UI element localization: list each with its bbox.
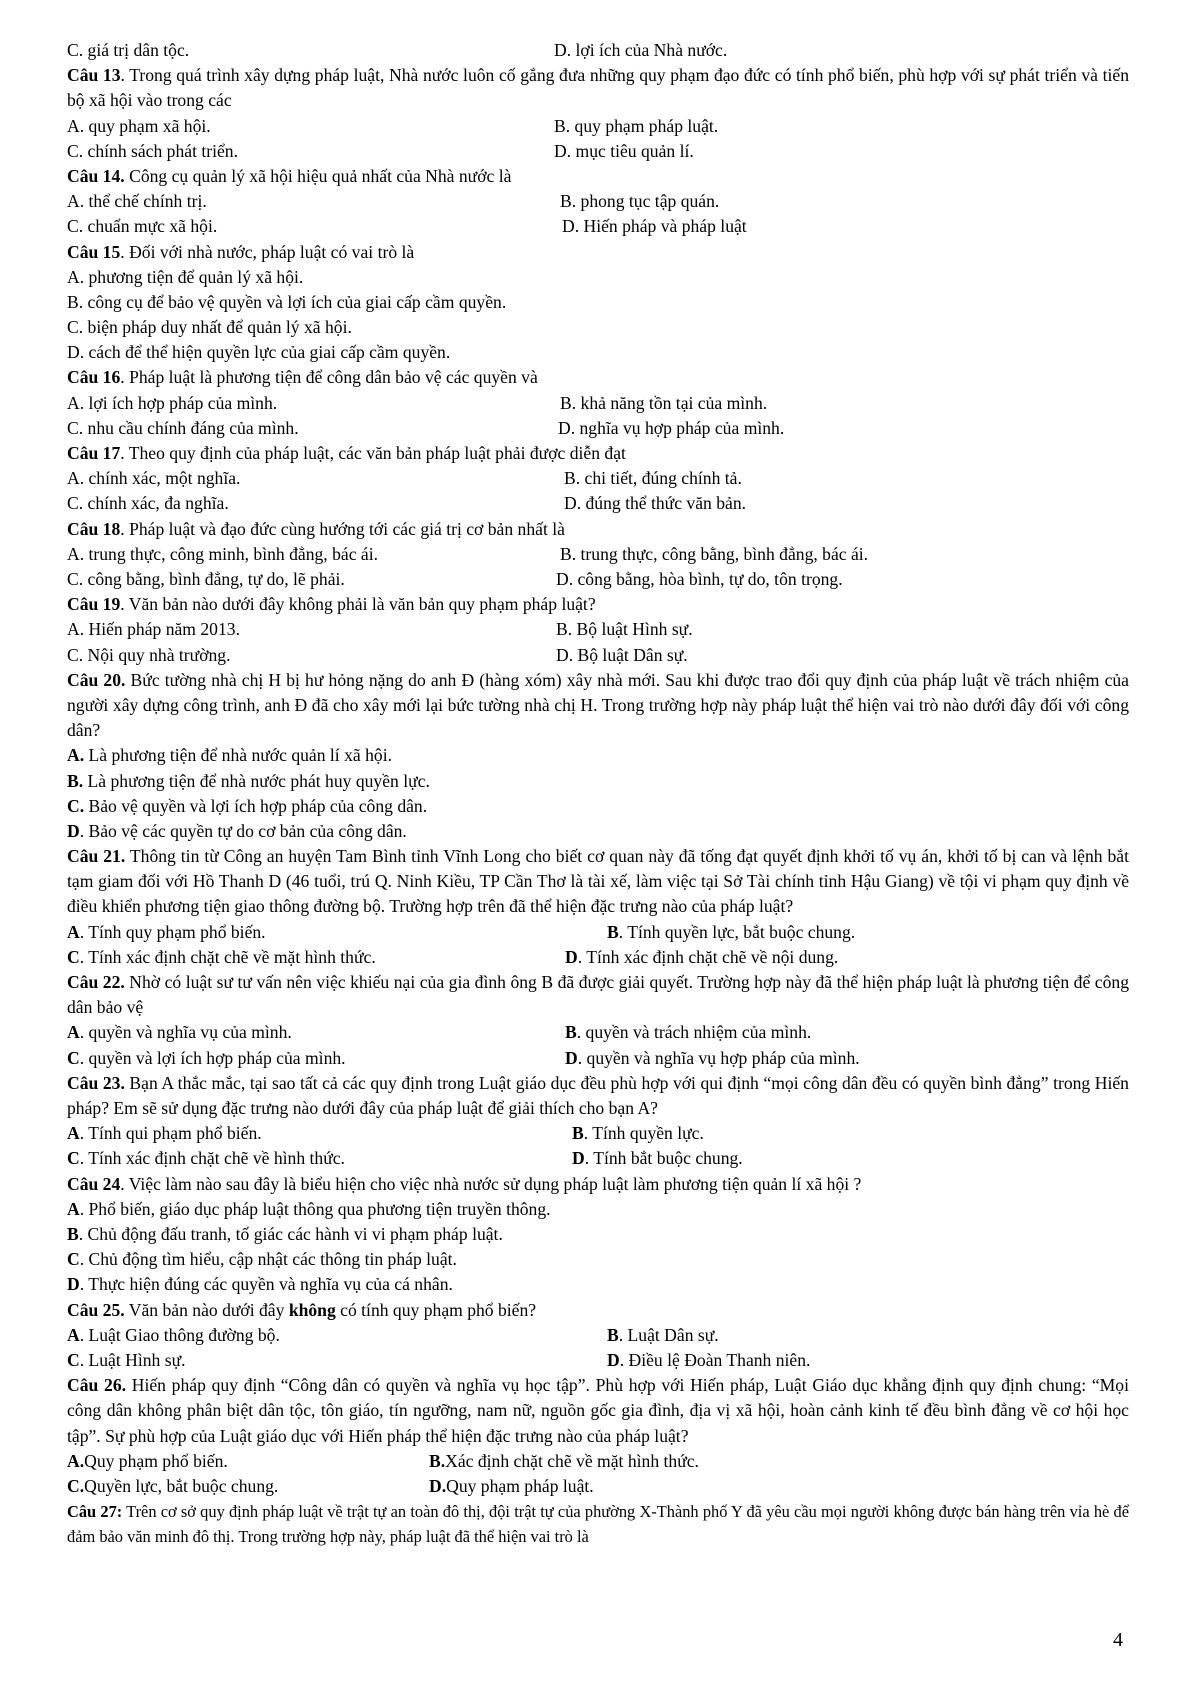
- option-b: B. khả năng tồn tại của mình.: [560, 392, 768, 413]
- options-row: [67, 1046, 1129, 1071]
- option-b: B. công cụ để bảo vệ quyền và lợi ích của giai cấp cầm quyền.: [67, 291, 507, 312]
- option-d: [565, 1046, 860, 1071]
- option-letter: B: [572, 1123, 584, 1144]
- options-row: [67, 214, 1129, 239]
- option-a: [67, 1020, 565, 1045]
- option-c: C. nhu cầu chính đáng của mình.: [67, 417, 299, 438]
- option-letter: C: [67, 1047, 80, 1068]
- option-letter: C: [67, 1148, 80, 1169]
- question-27: [67, 1499, 1129, 1549]
- option-text: . Chủ động tìm hiểu, cập nhật các thông tin pháp luật.: [79, 1249, 457, 1270]
- option-b: [565, 1020, 811, 1045]
- option-d: [67, 819, 1129, 844]
- option-text: . quyền và lợi ích hợp pháp của mình.: [79, 1047, 346, 1068]
- option-a: A. Hiến pháp năm 2013.: [67, 619, 240, 640]
- option-letter: A: [67, 1123, 80, 1144]
- option-text: . Chủ động đấu tranh, tố giác các hành vi vi phạm pháp luật.: [78, 1224, 503, 1244]
- question-number: Câu 27:: [67, 1502, 123, 1522]
- option-letter: B: [607, 921, 619, 942]
- page-number: 4: [1113, 1629, 1123, 1651]
- option-letter: A.: [67, 1450, 85, 1471]
- option-letter: A.: [67, 745, 85, 766]
- option-text: . Thực hiện đúng các quyền và nghĩa vụ của cá nhân.: [79, 1274, 453, 1295]
- option-text: . Tính quyền lực.: [583, 1123, 704, 1144]
- option-text: . Tính quyền lực, bắt buộc chung.: [618, 921, 856, 942]
- question-number: Câu 13: [67, 65, 121, 86]
- option-b: [67, 1222, 1129, 1247]
- options-row: [67, 617, 1129, 642]
- option-c: C. giá trị dân tộc.: [67, 40, 190, 60]
- options-row: [67, 643, 1129, 668]
- option-letter: A: [67, 1022, 80, 1043]
- option-letter: C.: [67, 1475, 85, 1496]
- option-a: A. trung thực, công minh, bình đẳng, bác ái.: [67, 543, 379, 564]
- option-letter: D: [565, 1047, 578, 1068]
- options-row: [67, 1348, 1129, 1373]
- option-a: [67, 1449, 429, 1474]
- question-number: Câu 22.: [67, 972, 125, 993]
- question-23: [67, 1071, 1129, 1121]
- option-c: [67, 1348, 607, 1373]
- question-text: Thông tin từ Công an huyện Tam Bình tỉnh Vĩnh Long cho biết cơ quan này đã tống đạt quyết định khởi tố vụ án, khởi tố bị can và lệnh bắt tạm giam đối với Hồ Thanh D (46 tuổi, trú Q. Ninh Kiều, TP Cần Thơ là tài xế, làm việc tại Sở Tài chính tỉnh Hậu Giang) về tội vi phạm quy định về điều khiển phương tiện giao thông đường bộ. Trường hợp trên đã thể hiện đặc trưng nào của pháp luật?: [67, 846, 1129, 917]
- option-a: [67, 1323, 607, 1348]
- exam-page: [67, 38, 1129, 1550]
- option-text: . Tính xác định chặt chẽ về mặt hình thức.: [79, 946, 376, 967]
- option-text: . Tính xác định chặt chẽ về hình thức.: [79, 1148, 345, 1169]
- question-emphasis: không: [288, 1299, 336, 1320]
- question-number: Câu 23.: [67, 1072, 125, 1093]
- question-number: Câu 26.: [67, 1375, 127, 1396]
- option-letter: B.: [429, 1450, 446, 1471]
- option-d: [67, 1272, 1129, 1297]
- option-b: B. trung thực, công bằng, bình đẳng, bác ái.: [560, 543, 869, 564]
- question-19: [67, 592, 1129, 617]
- option-a: [67, 743, 1129, 768]
- option-d: D. lợi ích của Nhà nước.: [554, 40, 728, 60]
- option-text: Quy phạm phổ biến.: [84, 1450, 228, 1471]
- option-text: . quyền và nghĩa vụ của mình.: [79, 1022, 292, 1043]
- options-row: [67, 391, 1129, 416]
- option-b: B. quy phạm pháp luật.: [554, 115, 719, 136]
- option-d: D. cách để thể hiện quyền lực của giai cấp cầm quyền.: [67, 342, 451, 363]
- option-a: A. chính xác, một nghĩa.: [67, 468, 241, 489]
- question-number: Câu 25.: [67, 1299, 125, 1320]
- options-row: [67, 139, 1129, 164]
- question-text: Công cụ quản lý xã hội hiệu quả nhất của Nhà nước là: [124, 165, 512, 186]
- option-a: A. phương tiện để quản lý xã hội.: [67, 266, 304, 287]
- question-26: [67, 1373, 1129, 1449]
- options-row: [67, 1323, 1129, 1348]
- question-number: Câu 18: [67, 518, 121, 539]
- options-row: [67, 1121, 1129, 1146]
- option-text: . quyền và nghĩa vụ hợp pháp của mình.: [577, 1047, 860, 1068]
- option-text: . Tính bắt buộc chung.: [584, 1148, 743, 1169]
- option-c: C. chính xác, đa nghĩa.: [67, 493, 229, 514]
- option-letter: D: [67, 1274, 80, 1295]
- question-21: [67, 844, 1129, 920]
- question-text: . Văn bản nào dưới đây không phải là văn bản quy phạm pháp luật?: [120, 594, 596, 615]
- option-letter: B.: [67, 770, 84, 791]
- question-number: Câu 14.: [67, 165, 125, 186]
- option-a: [67, 1197, 1129, 1222]
- question-text: Bạn A thắc mắc, tại sao tất cả các quy định trong Luật giáo dục đều phù hợp với qui định “mọi công dân đều có quyền bình đẳng” trong Hiến pháp? Em sẽ sử dụng đặc trưng nào dưới đây của pháp luật để giải thích cho bạn A?: [67, 1072, 1129, 1119]
- option-a: A. thể chế chính trị.: [67, 191, 207, 212]
- question-text: có tính quy phạm phổ biến?: [335, 1299, 537, 1320]
- question-number: Câu 24: [67, 1173, 121, 1194]
- question-24: [67, 1172, 1129, 1197]
- option-letter: D: [67, 820, 80, 841]
- question-14: [67, 164, 1129, 189]
- options-row: [67, 1449, 1129, 1474]
- options-row: [67, 114, 1129, 139]
- options-row: [67, 189, 1129, 214]
- question-text: Nhờ có luật sư tư vấn nên việc khiếu nại của gia đình ông B đã được giải quyết. Trường hợp này đã thể hiện pháp luật là phương tiện để công dân bảo vệ: [67, 972, 1129, 1018]
- options-row: [67, 542, 1129, 567]
- option-d: D. nghĩa vụ hợp pháp của mình.: [558, 417, 785, 438]
- option-d: [607, 1348, 810, 1373]
- option-letter: C: [67, 1349, 80, 1370]
- option-letter: A: [67, 1198, 80, 1219]
- question-22: [67, 970, 1129, 1020]
- option-text: . Phổ biến, giáo dục pháp luật thông qua phương tiện truyền thông.: [79, 1198, 551, 1219]
- option-a: [67, 1121, 572, 1146]
- option-d: D. công bằng, hòa bình, tự do, tôn trọng.: [556, 568, 843, 589]
- options-row: [67, 491, 1129, 516]
- option-c: [67, 1474, 429, 1499]
- question-text: Hiến pháp quy định “Công dân có quyền và nghĩa vụ học tập”. Phù hợp với Hiến pháp, Luật Giáo dục khẳng định quy định chung: “Mọi công dân không phân biệt dân tộc, tôn giáo, tín ngưỡng, nam nữ, nguồn gốc gia đình, địa vị xã hội, hoàn cảnh kinh tế đều bình đẳng về cơ hội học tập”. Sự phù hợp của Luật giáo dục với Hiến pháp thể hiện đặc trưng nào của pháp luật?: [67, 1375, 1129, 1446]
- options-row: [67, 466, 1129, 491]
- options-row: [67, 1020, 1129, 1045]
- option-text: . Tính qui phạm phổ biến.: [79, 1123, 262, 1144]
- option-d: D. mục tiêu quản lí.: [554, 140, 694, 161]
- option-text: . Luật Giao thông đường bộ.: [79, 1324, 280, 1345]
- option-letter: D: [607, 1349, 620, 1370]
- question-16: [67, 365, 1129, 390]
- options-row: [67, 567, 1129, 592]
- option-b: [572, 1121, 704, 1146]
- options-row: [67, 945, 1129, 970]
- option-c: [67, 1146, 572, 1171]
- option-text: . Bảo vệ các quyền tự do cơ bản của công dân.: [79, 820, 407, 841]
- option-c: C. Nội quy nhà trường.: [67, 644, 231, 665]
- option-b: [607, 1323, 719, 1348]
- option-d: D. Hiến pháp và pháp luật: [562, 216, 747, 237]
- options-row: [67, 1146, 1129, 1171]
- question-number: Câu 17: [67, 443, 121, 464]
- option-text: . quyền và trách nhiệm của mình.: [576, 1022, 812, 1043]
- options-row: [67, 920, 1129, 945]
- question-text: Trên cơ sở quy định pháp luật về trật tự an toàn đô thị, đội trật tự của phường X-Thành phố Y đã yêu cầu mọi người không được bán hàng trên vỉa hè để đảm bảo văn minh đô thị. Trong trường hợp này, pháp luật đã thể hiện vai trò là: [67, 1502, 1129, 1547]
- question-number: Câu 19: [67, 594, 121, 615]
- option-letter: D.: [429, 1475, 447, 1496]
- option-d: [429, 1474, 594, 1499]
- option-letter: B: [565, 1022, 577, 1043]
- option-text: Xác định chặt chẽ về mặt hình thức.: [445, 1450, 699, 1471]
- option-b: [429, 1449, 699, 1474]
- option-letter: C: [67, 1249, 80, 1270]
- option-text: Quyền lực, bắt buộc chung.: [84, 1475, 279, 1496]
- option-text: Là phương tiện để nhà nước quản lí xã hội.: [84, 745, 392, 766]
- question-number: Câu 16: [67, 367, 121, 388]
- option-d: [565, 945, 838, 970]
- option-c: [67, 1046, 565, 1071]
- question-25: [67, 1298, 1129, 1323]
- question-text: . Pháp luật và đạo đức cùng hướng tới các giá trị cơ bản nhất là: [120, 518, 565, 539]
- question-text: Bức tường nhà chị H bị hư hỏng nặng do anh Đ (hàng xóm) xây nhà mới. Sau khi được trao đổi quy định của pháp luật về trách nhiệm của người xây dựng công trình, anh Đ đã cho xây mới lại bức tường nhà chị H. Trong trường hợp này pháp luật thể hiện vai trò nào dưới đây đối với công dân?: [67, 669, 1129, 741]
- option-d: D. đúng thể thức văn bản.: [564, 493, 747, 514]
- option-b: [67, 769, 1129, 794]
- question-20: [67, 668, 1129, 744]
- option-c: [67, 945, 565, 970]
- question-18: [67, 517, 1129, 542]
- question-13: [67, 63, 1129, 113]
- option-letter: B: [607, 1324, 619, 1345]
- question-text: . Đối với nhà nước, pháp luật có vai trò là: [120, 241, 415, 262]
- question-number: Câu 20.: [67, 669, 126, 690]
- option-d: [572, 1146, 743, 1171]
- option-letter: A: [67, 921, 80, 942]
- options-row: [67, 1474, 1129, 1499]
- option-text: . Tính quy phạm phổ biến.: [79, 921, 266, 942]
- option-c: C. chính sách phát triển.: [67, 140, 239, 161]
- option-text: Bảo vệ quyền và lợi ích hợp pháp của công dân.: [84, 795, 428, 816]
- question-number: Câu 15: [67, 241, 121, 262]
- option-b: B. Bộ luật Hình sự.: [556, 619, 693, 640]
- question-number: Câu 21.: [67, 846, 126, 867]
- option-d: D. Bộ luật Dân sự.: [556, 644, 688, 665]
- option-text: . Điều lệ Đoàn Thanh niên.: [619, 1349, 811, 1370]
- question-text: . Trong quá trình xây dựng pháp luật, Nhà nước luôn cố gắng đưa những quy phạm đạo đức có tính phổ biến, phù hợp với sự phát triển và tiến bộ xã hội vào trong các: [67, 65, 1129, 111]
- option-text: . Luật Dân sự.: [618, 1324, 719, 1345]
- option-b: [607, 920, 855, 945]
- option-b: B. chi tiết, đúng chính tả.: [564, 468, 742, 489]
- option-text: Là phương tiện để nhà nước phát huy quyền lực.: [83, 770, 430, 791]
- question-text: . Việc làm nào sau đây là biểu hiện cho việc nhà nước sử dụng pháp luật làm phương tiện quản lí xã hội ?: [120, 1173, 862, 1194]
- option-letter: B: [67, 1224, 79, 1244]
- option-b: B. phong tục tập quán.: [560, 191, 720, 212]
- option-text: . Tính xác định chặt chẽ về nội dung.: [577, 946, 839, 967]
- option-letter: A: [67, 1324, 80, 1345]
- option-a: A. lợi ích hợp pháp của mình.: [67, 392, 278, 413]
- option-a: A. quy phạm xã hội.: [67, 115, 211, 136]
- option-a: [67, 920, 607, 945]
- question-text: Văn bản nào dưới đây: [124, 1299, 289, 1320]
- option-c: C. công bằng, bình đẳng, tự do, lẽ phải.: [67, 568, 345, 589]
- option-letter: C: [67, 946, 80, 967]
- options-row: [67, 38, 1129, 63]
- option-c: [67, 794, 1129, 819]
- option-letter: D: [572, 1148, 585, 1169]
- option-text: . Luật Hình sự.: [79, 1349, 186, 1370]
- options-row: [67, 416, 1129, 441]
- question-text: . Theo quy định của pháp luật, các văn bản pháp luật phải được diễn đạt: [120, 443, 626, 464]
- option-c: C. biện pháp duy nhất để quản lý xã hội.: [67, 317, 352, 338]
- option-c: [67, 1247, 1129, 1272]
- option-c: C. chuẩn mực xã hội.: [67, 216, 218, 237]
- option-text: Quy phạm pháp luật.: [446, 1475, 594, 1496]
- option-letter: C.: [67, 795, 85, 816]
- question-15: [67, 240, 1129, 265]
- question-17: [67, 441, 1129, 466]
- question-text: . Pháp luật là phương tiện để công dân bảo vệ các quyền và: [120, 367, 538, 388]
- option-letter: D: [565, 946, 578, 967]
